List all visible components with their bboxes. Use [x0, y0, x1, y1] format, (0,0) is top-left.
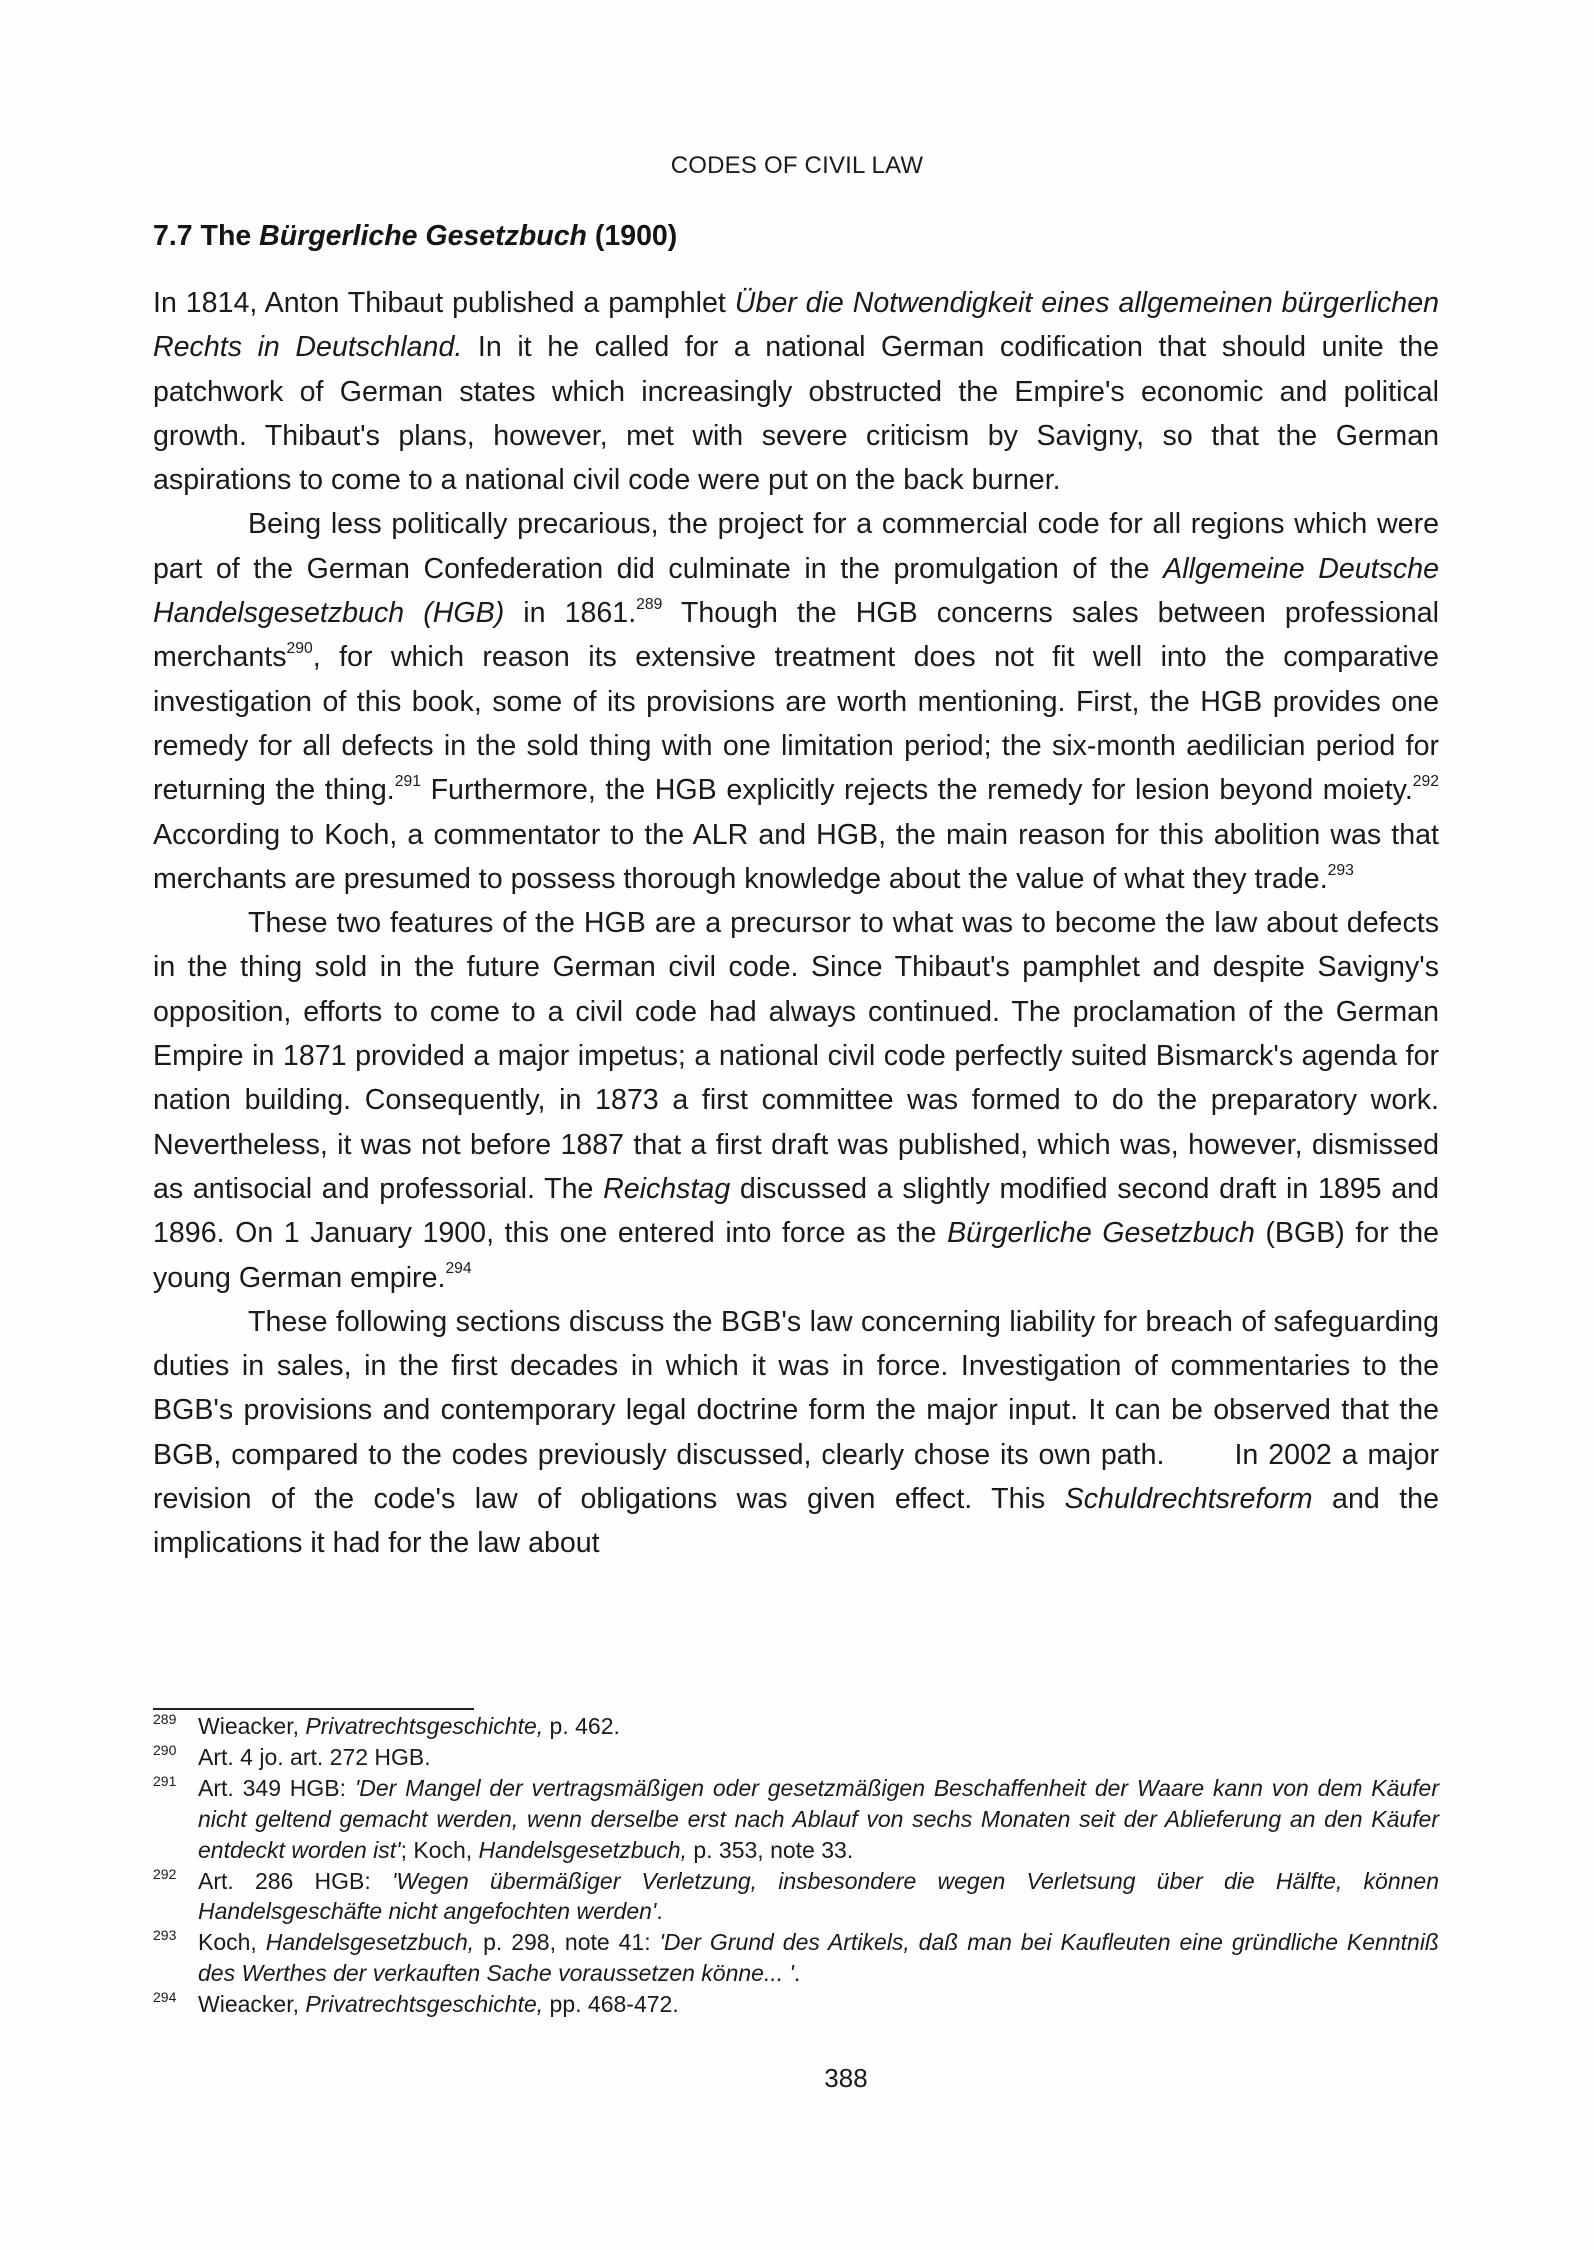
- page-number: 388: [824, 2063, 868, 2093]
- footnote-number: 290: [153, 1741, 177, 1758]
- text-run: p. 353, note 33.: [686, 1836, 854, 1863]
- footnote-reference[interactable]: 293: [1327, 861, 1354, 879]
- text-run: in 1861.: [504, 597, 637, 630]
- footnote-separator: [153, 1708, 474, 1710]
- text-run: (BGB) for the young German empire.: [153, 1217, 1440, 1294]
- text-run: In 1814, Anton Thibaut published a pamphlet: [153, 287, 735, 319]
- footnote-number: 289: [153, 1711, 177, 1727]
- text-run: ; Koch,: [400, 1836, 479, 1863]
- text-run: and the implications it had for the law about: [153, 1483, 1439, 1560]
- italic-text: Handelsgesetzbuch,: [478, 1836, 687, 1863]
- text-run: , for which reason its extensive treatment does not fit well into the comparative investigation of this book, some of its provisions are worth mentioning. First, the HGB provides one remedy for all defects in the sold thing with one limitation period; the six-month aedilician period for returning the thing.: [153, 641, 1439, 807]
- paragraph: [153, 281, 1439, 502]
- italic-text: Bürgerliche Gesetzbuch: [947, 1217, 1255, 1250]
- italic-text: Über die Notwendigkeit eines allgemeinen bürgerlichen Rechts in Deutschland.: [153, 287, 1439, 364]
- text-run: These following sections discuss the BGB's law concerning liability for breach of safeguarding duties in sales, in the first decades in which it was in force. Investigation of commentaries to the BGB's provisions and contemporary legal doctrine form the major input. It can be observed that the BGB, compared to the codes previously discussed, clearly chose its own path.: [153, 1305, 1439, 1471]
- footnote-reference[interactable]: 289: [636, 595, 663, 613]
- text-run: Art. 349 HGB:: [198, 1774, 355, 1801]
- text-run: Koch,: [198, 1929, 266, 1956]
- footnote-reference[interactable]: 292: [1412, 772, 1439, 790]
- footnote: [153, 1866, 1439, 1928]
- section-heading: [153, 218, 677, 254]
- body-text: [153, 281, 1439, 1566]
- paragraph: [153, 1300, 1439, 1566]
- section-heading-year: (1900): [586, 220, 678, 252]
- italic-text: 'Der Mangel der vertragsmäßigen oder gesetzmäßigen Beschaffenheit der Waare kann von dem Käufer nicht geltend gemacht werden, wenn derselbe erst nach Ablauf von sechs Monaten seit der Ablieferung an den Käufer entdeckt worden ist': [198, 1774, 1439, 1863]
- text-run: Being less politically precarious, the project for a commercial code for all regions which were part of the German Confederation did culminate in the promulgation of the: [153, 508, 1439, 585]
- footnotes: [153, 1711, 1439, 2020]
- footnote: [153, 1773, 1439, 1866]
- running-head: CODES OF CIVIL LAW: [670, 152, 924, 179]
- footnote-number: 294: [153, 1989, 177, 2006]
- text-run: These two features of the HGB are a precursor to what was to become the law about defects in the thing sold in the future German civil code. Since Thibaut's pamphlet and despite Savigny's opposition, efforts to come to a civil code had always continued. The proclamation of the German Empire in 1871 provided a major impetus; a national civil code perfectly suited Bismarck's agenda for nation building. Consequently, in 1873 a first committee was formed to do the preparatory work. Nevertheless, it was not before 1887 that a first draft was published, which was, however, dismissed as antisocial and professorial. The: [153, 907, 1439, 1205]
- italic-text: Allgemeine Deutsche Handelsgesetzbuch (HGB): [153, 552, 1440, 630]
- text-run: Wieacker,: [198, 1991, 306, 2018]
- paragraph: [153, 901, 1439, 1300]
- text-run: According to Koch, a commentator to the ALR and HGB, the main reason for this abolition was that merchants are presumed to possess thorough knowledge about the value of what they trade.: [153, 818, 1439, 895]
- footnote-reference[interactable]: 290: [286, 640, 313, 658]
- text-run: Though the HGB concerns sales between professional merchants: [153, 597, 1440, 674]
- footnote-reference[interactable]: 291: [394, 772, 421, 790]
- italic-text: Schuldrechtsreform: [1064, 1483, 1313, 1516]
- text-run: pp. 468-472.: [543, 1991, 679, 2018]
- text-run: p. 462.: [543, 1713, 620, 1739]
- text-run: .: [656, 1898, 663, 1925]
- footnote: [153, 1711, 1439, 1742]
- text-run: Art. 4 jo. art. 272 HGB.: [198, 1743, 431, 1770]
- section-heading-number: 7.7 The: [153, 220, 260, 252]
- italic-text: 'Der Grund des Artikels, daß man bei Kaufleuten eine gründliche Kenntniß des Werthes der verkauften Sache voraussetzen könne... ': [198, 1929, 1439, 1987]
- text-run: Wieacker,: [198, 1713, 306, 1739]
- text-run: discussed a slightly modified second draft in 1895 and 1896. On 1 January 1900, this one entered into force as the: [153, 1172, 1439, 1250]
- footnote-number: 293: [153, 1927, 177, 1944]
- text-run: In 2002 a major revision of the code's law of obligations was given effect. This: [153, 1438, 1439, 1516]
- italic-text: 'Wegen übermäßiger Verletzung, insbesondere wegen Verletsung über die Hälfte, können Handelsgeschäfte nicht angefochten werden': [198, 1867, 1439, 1925]
- footnote: [153, 1927, 1439, 1989]
- text-run: .: [793, 1960, 801, 1987]
- italic-text: Reichstag: [603, 1172, 731, 1205]
- text-run: p. 298, note 41:: [474, 1929, 660, 1956]
- paragraph: [153, 502, 1439, 901]
- italic-text: Privatrechtsgeschichte,: [305, 1991, 544, 2018]
- section-heading-title-italic: Bürgerliche Gesetzbuch: [259, 220, 587, 252]
- footnote: [153, 1989, 1439, 2020]
- italic-text: Privatrechtsgeschichte,: [305, 1713, 544, 1739]
- text-run: Furthermore, the HGB explicitly rejects the remedy for lesion beyond moiety.: [420, 774, 1413, 807]
- footnote-reference[interactable]: 294: [445, 1260, 472, 1278]
- italic-text: Handelsgesetzbuch,: [265, 1929, 475, 1956]
- footnote-number: 292: [153, 1865, 177, 1882]
- footnote-number: 291: [153, 1772, 177, 1789]
- text-run: In it he called for a national German codification that should unite the patchwork of German states which increasingly obstructed the Empire's economic and political growth. Thibaut's plans, however, met with severe criticism by Savigny, so that the German aspirations to come to a national civil code were put on the back burner.: [153, 331, 1439, 497]
- text-run: Art. 286 HGB:: [198, 1867, 392, 1894]
- footnote: [153, 1742, 1439, 1773]
